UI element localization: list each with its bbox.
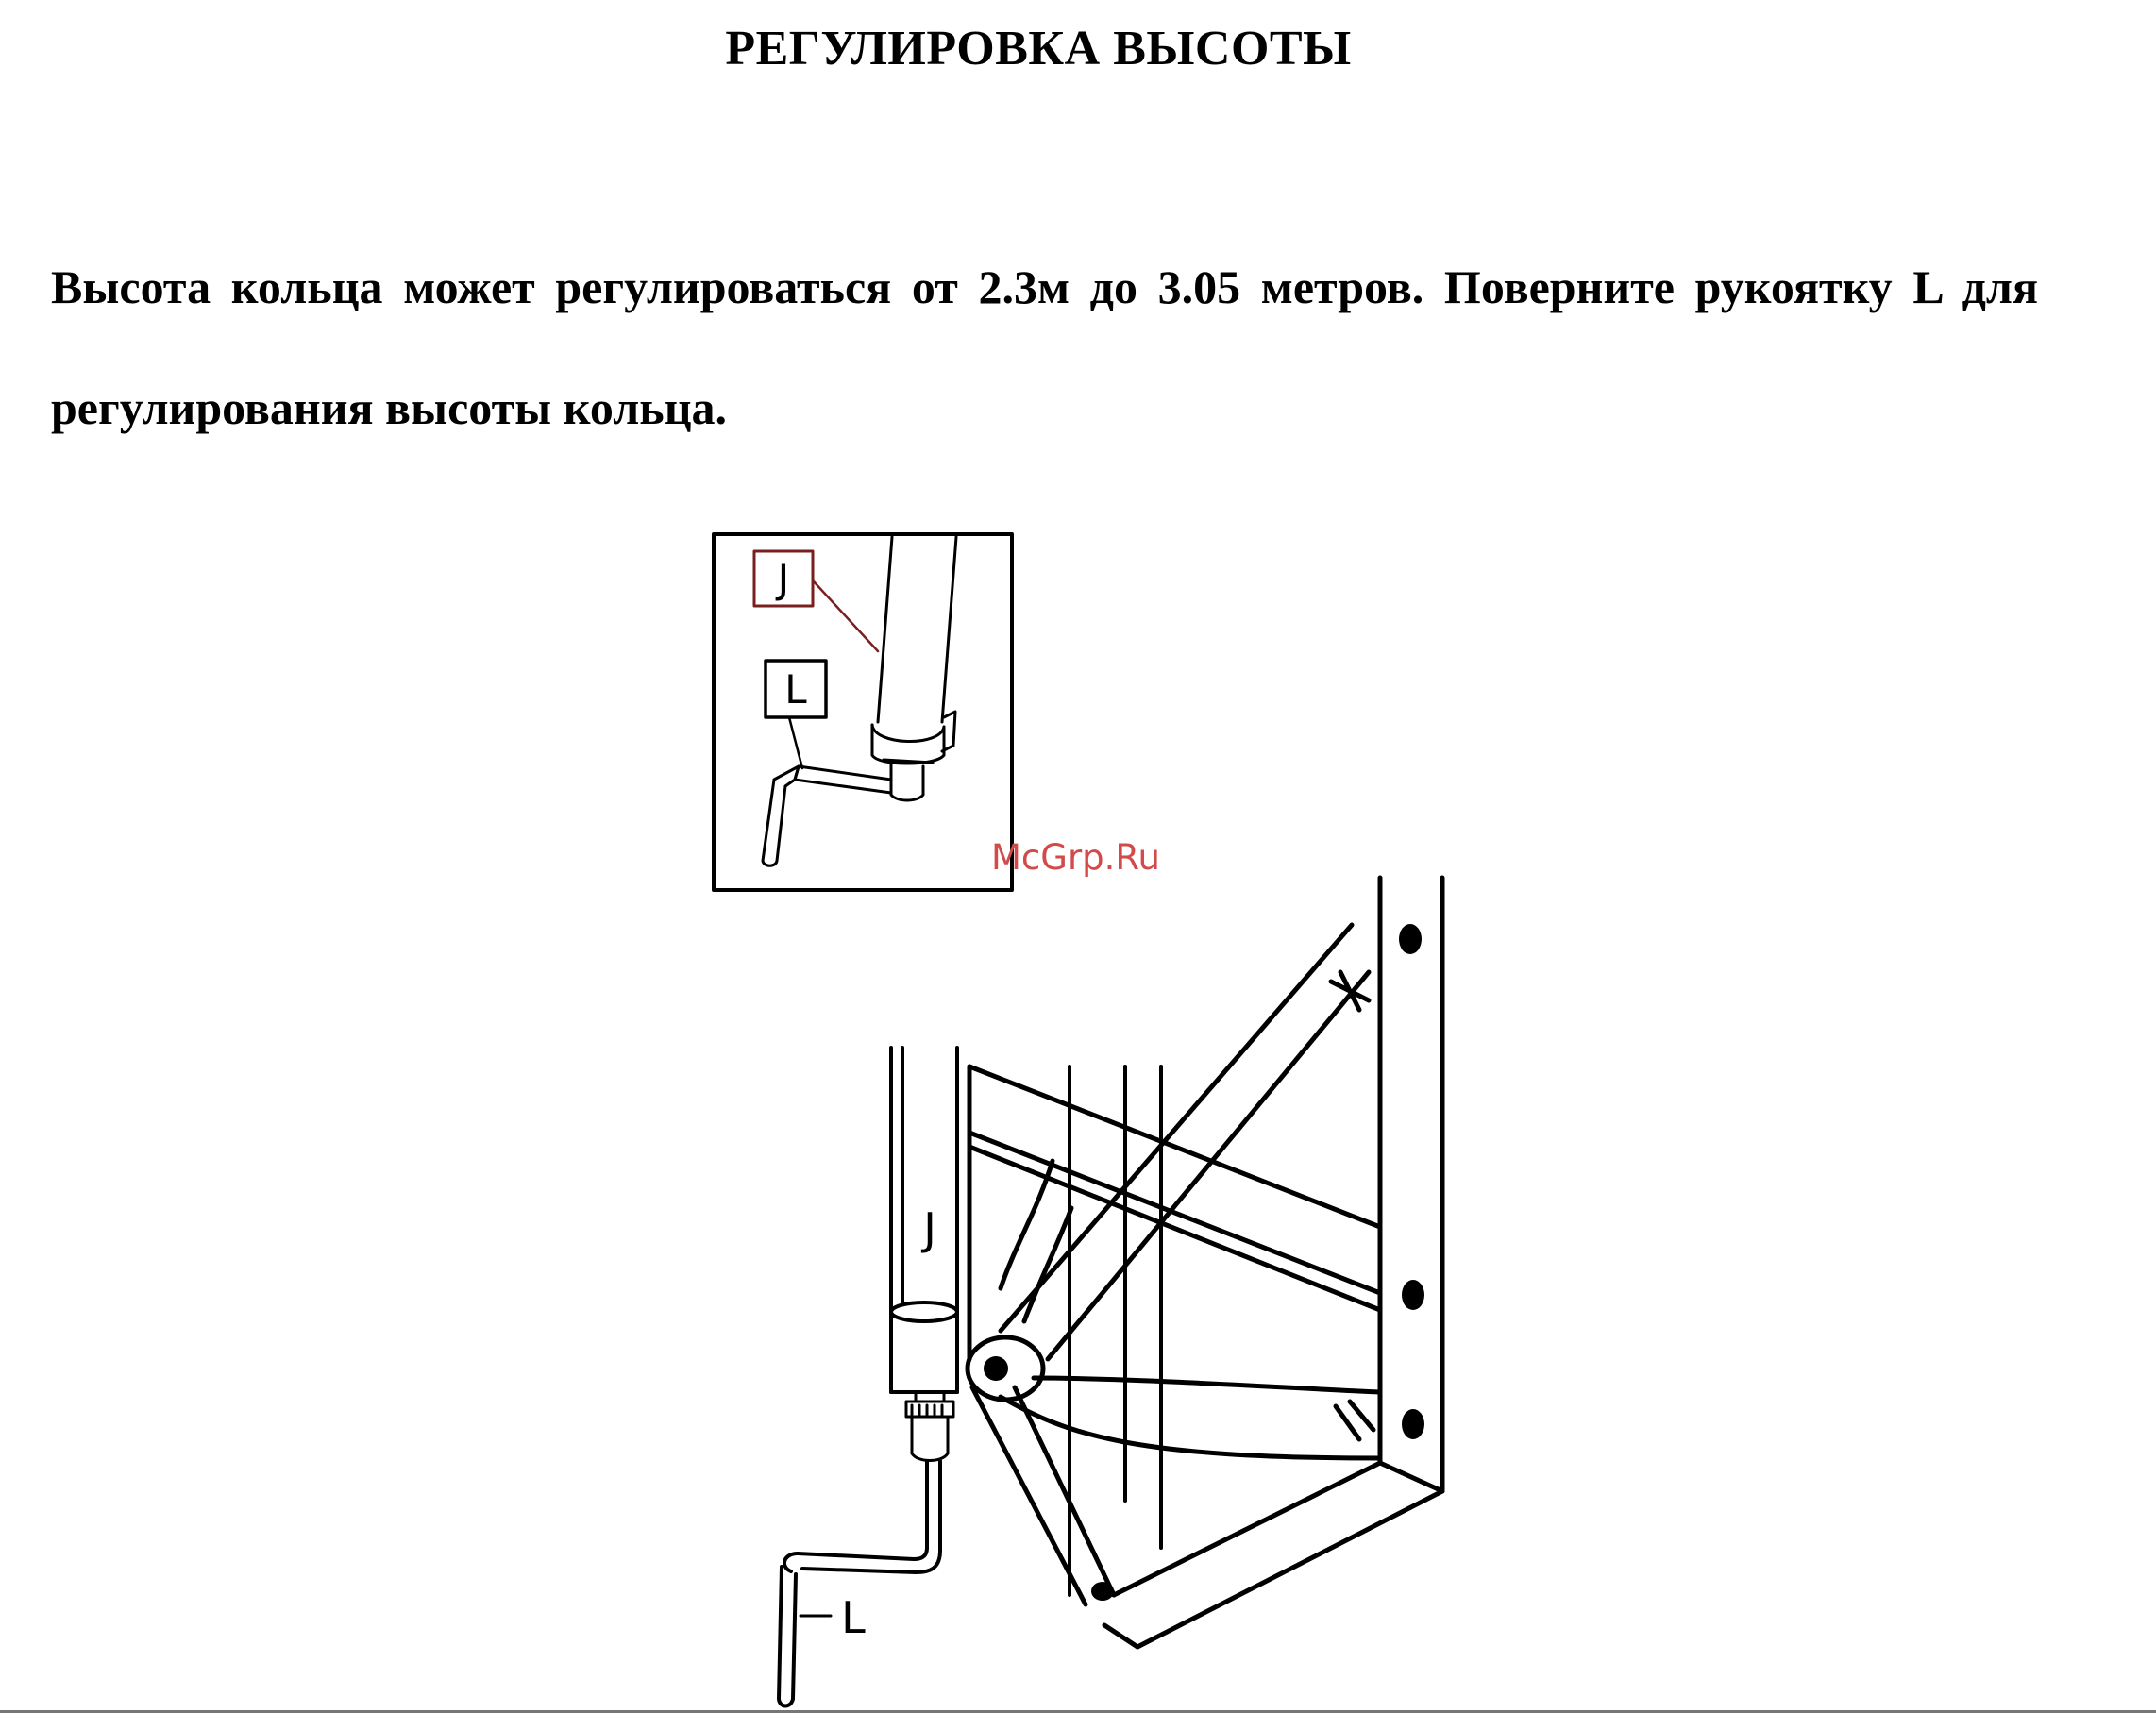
watermark-text: McGrp.Ru — [991, 837, 1160, 878]
backboard-post — [1104, 878, 1442, 1647]
inset-label-j: J — [777, 556, 790, 602]
pole-label-j: J — [923, 1203, 936, 1254]
inset-detail — [714, 534, 1012, 890]
inset-frame — [714, 534, 1012, 890]
inset-label-l-box — [766, 661, 826, 768]
page-title: РЕГУЛИРОВКА ВЫСОТЫ — [725, 22, 1352, 76]
crank-handle — [779, 1461, 940, 1706]
instruction-paragraph: Высота кольца может регулироваться от 2.3м до 3.05 метров. Поверните рукоятку L для регулирования высоты кольца. — [51, 260, 2038, 434]
main-drawing — [779, 878, 1442, 1706]
inset-crank-handle — [763, 766, 891, 865]
inset-pole — [872, 537, 956, 800]
pole-fitting — [906, 1392, 953, 1461]
pivot-joint — [968, 1337, 1043, 1400]
backboard-bolts — [1399, 924, 1424, 1439]
inset-label-j-box — [754, 551, 878, 651]
inset-label-l: L — [784, 666, 807, 713]
vertical-struts — [1070, 1066, 1161, 1595]
handle-label-l: L — [841, 1592, 866, 1643]
lower-corner-bolt — [1091, 1582, 1114, 1601]
diagonal-brace — [1001, 925, 1369, 1359]
